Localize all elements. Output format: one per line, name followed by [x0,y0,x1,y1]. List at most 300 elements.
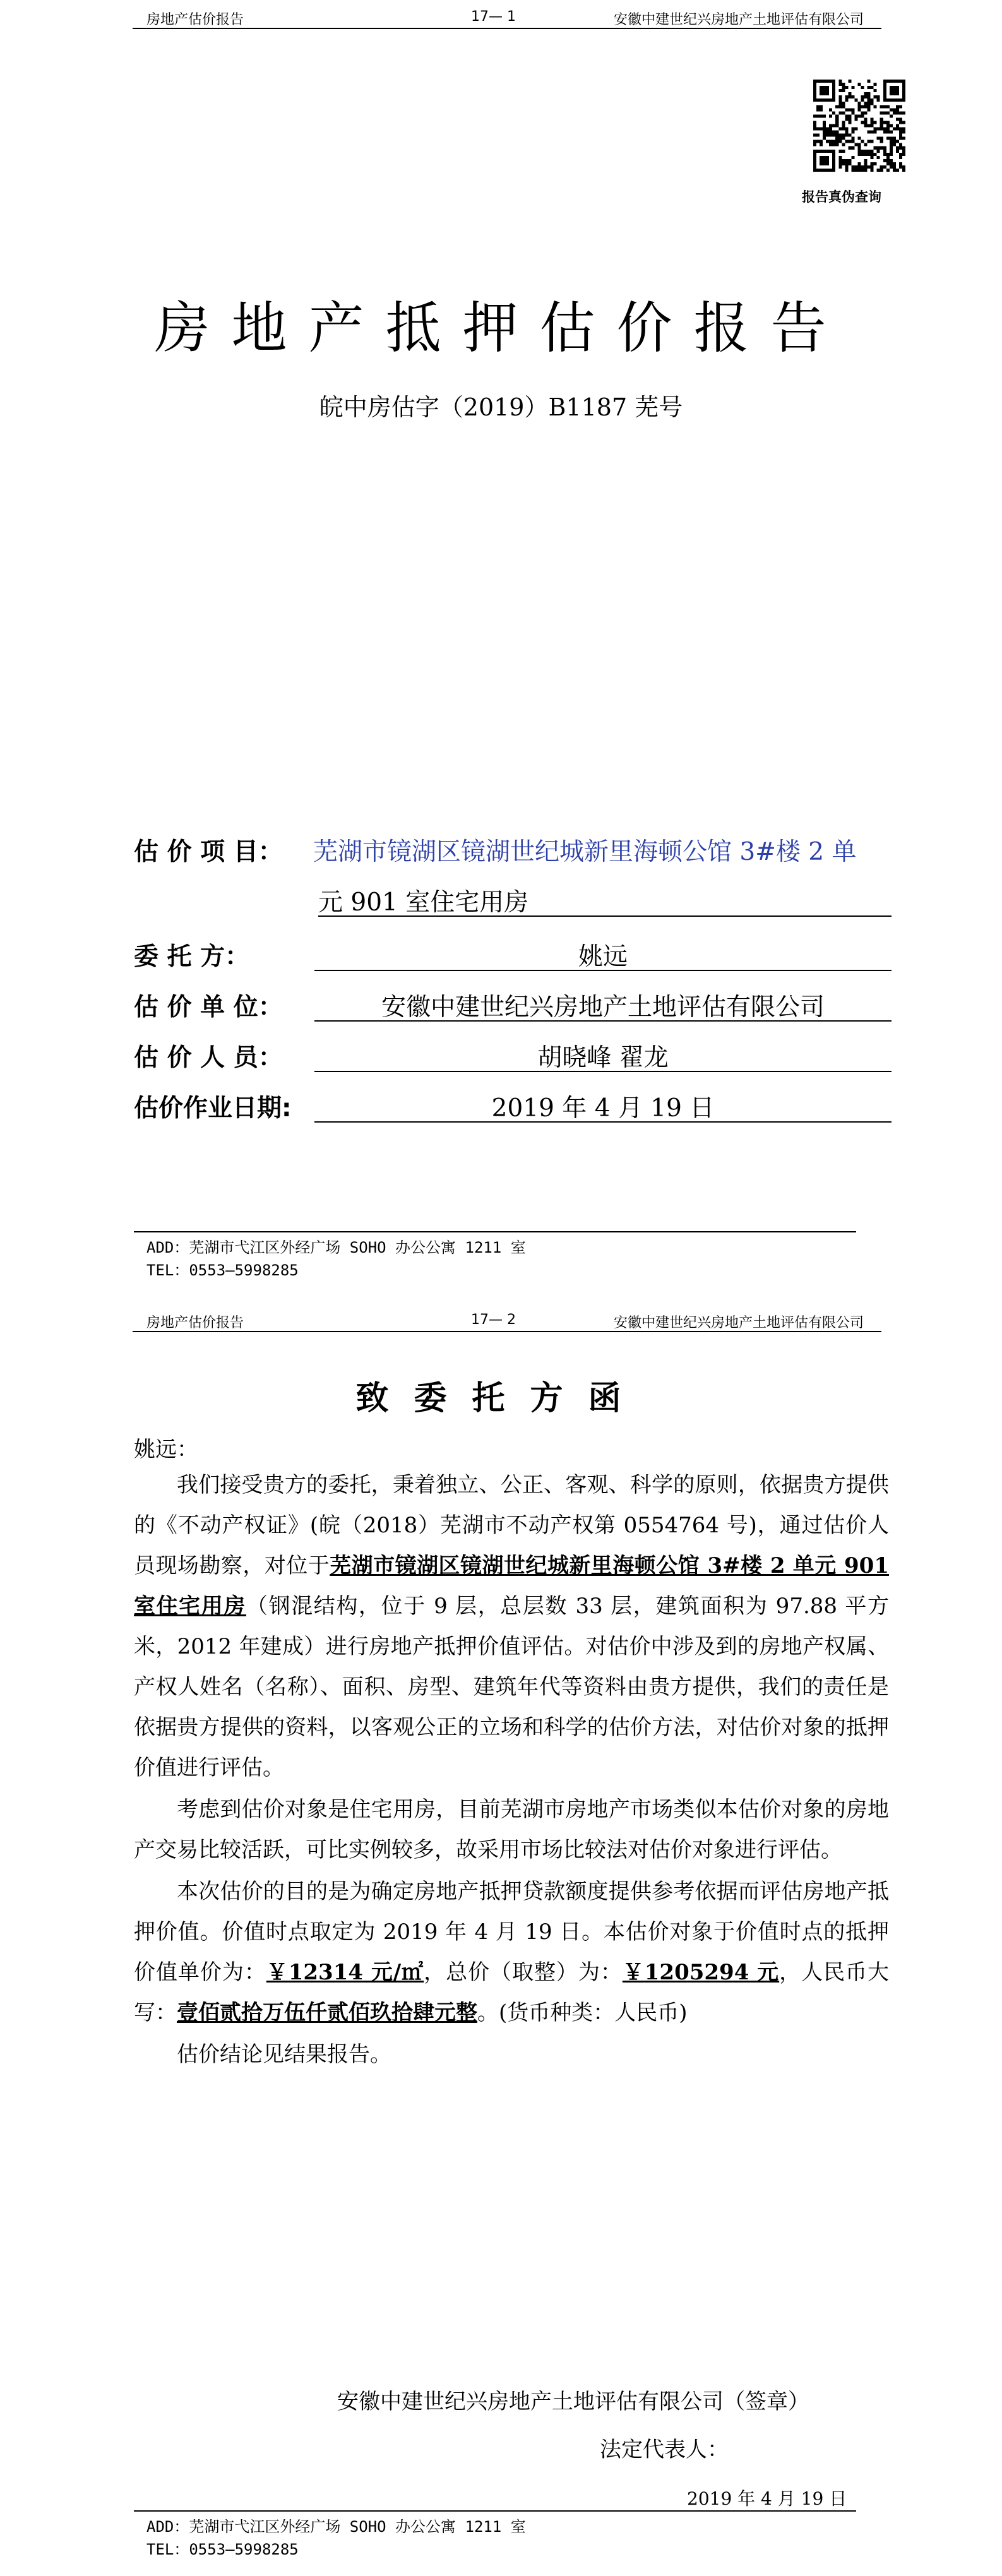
qr-module [861,111,864,114]
qr-module [835,117,838,121]
unit-label: 估 价 单 位： [134,993,283,1022]
qr-module [896,86,899,89]
qr-module [874,83,877,86]
qr-module [813,143,816,146]
qr-module [832,143,835,146]
qr-module [838,83,842,86]
qr-module [838,134,842,137]
qr-module [886,153,890,156]
qr-module [890,159,893,162]
qr-module [816,169,820,172]
qr-module [857,162,861,165]
qr-module [857,137,861,140]
signature-date: 2019 年 4 月 19 日 [687,2488,847,2509]
qr-module [861,114,864,117]
letter-paragraph-1 [134,1465,889,1788]
qr-module [874,162,877,165]
qr-module [902,153,905,156]
date-value: 2019 年 4 月 19 日 [314,1088,892,1123]
qr-module [832,111,835,114]
qr-module [868,80,871,83]
qr-module [890,153,893,156]
qr-module [823,156,826,159]
qr-module [886,121,890,124]
qr-module [886,105,890,108]
qr-module [902,80,905,83]
qr-module [838,95,842,98]
qr-module [899,137,902,140]
qr-module [848,95,851,98]
qr-module [848,146,851,150]
qr-module [861,98,864,102]
qr-module [899,131,902,134]
qr-module [838,80,842,83]
letter-body [134,1465,889,2076]
qr-module [864,92,868,95]
qr-module [886,128,890,131]
qr-module [880,124,883,127]
qr-module [861,153,864,156]
staff-value: 胡晓峰 翟龙 [314,1038,892,1072]
qr-module [890,165,893,169]
qr-module [823,121,826,124]
qr-module [883,150,886,153]
qr-module [880,146,883,150]
qr-module [826,98,829,102]
qr-module [899,162,902,165]
qr-module [883,153,886,156]
qr-module [864,95,868,98]
qr-module [880,117,883,121]
footer-address: ADD：芜湖市弋江区外经广场 SOHO 办公公寓 1211 室 [146,1239,526,1256]
qr-module [816,105,820,108]
qr-module [845,117,848,121]
qr-module [842,121,845,124]
qr-module [874,121,877,124]
qr-module [829,128,832,131]
qr-module [871,86,874,89]
qr-module [899,128,902,131]
qr-module [893,169,896,172]
qr-module [902,128,905,131]
qr-module [868,131,871,134]
qr-module [832,83,835,86]
qr-module [868,124,871,127]
qr-module [854,169,857,172]
qr-module [868,98,871,102]
qr-module [896,140,899,143]
qr-module [902,83,905,86]
footer-address: ADD：芜湖市弋江区外经广场 SOHO 办公公寓 1211 室 [146,2518,526,2536]
qr-module [816,140,820,143]
qr-module [813,83,816,86]
qr-module [883,159,886,162]
qr-module [820,159,823,162]
qr-module [890,89,893,92]
qr-module [823,131,826,134]
qr-module [842,86,845,89]
qr-module [868,108,871,111]
qr-module [823,114,826,117]
qr-module [896,105,899,108]
qr-module [886,131,890,134]
qr-module [893,98,896,102]
qr-module [871,121,874,124]
qr-module [902,165,905,169]
qr-module [871,153,874,156]
qr-module [842,111,845,114]
qr-module [820,108,823,111]
qr-module [854,143,857,146]
qr-module [899,134,902,137]
qr-module [877,150,880,153]
qr-module [868,150,871,153]
qr-module [832,134,835,137]
qr-module [899,98,902,102]
qr-module [832,98,835,102]
total-price: ￥1205294 元 [622,1960,780,1985]
qr-module [848,134,851,137]
qr-module [896,111,899,114]
staff-label: 估 价 人 员： [134,1044,283,1072]
qr-module [861,150,864,153]
qr-module [820,98,823,102]
qr-module [902,86,905,89]
qr-module [854,128,857,131]
qr-module [832,124,835,127]
qr-module [832,89,835,92]
qr-module [820,92,823,95]
qr-module [871,169,874,172]
qr-module [829,143,832,146]
qr-module [832,150,835,153]
qr-module [890,124,893,127]
qr-module [832,169,835,172]
qr-module [820,89,823,92]
qr-module [883,111,886,114]
qr-module [902,98,905,102]
letter-title: 致委托方函 [355,1380,647,1417]
qr-module [826,80,829,83]
qr-module [842,159,845,162]
qr-module [857,153,861,156]
qr-module [813,159,816,162]
qr-module [893,140,896,143]
qr-module [829,169,832,172]
qr-module [845,134,848,137]
qr-module [823,89,826,92]
qr-module [813,134,816,137]
qr-module [829,140,832,143]
qr-module [835,140,838,143]
header-left-text: 房地产估价报告 [146,12,244,28]
qr-module [902,150,905,153]
qr-module [883,146,886,150]
qr-module [826,92,829,95]
qr-module [893,80,896,83]
qr-module [820,150,823,153]
qr-module [813,114,816,117]
qr-module [874,128,877,131]
qr-module [868,140,871,143]
qr-module [896,128,899,131]
header-company-text: 安徽中建世纪兴房地产土地评估有限公司 [613,12,864,28]
qr-module [893,165,896,169]
qr-module [868,102,871,105]
qr-module [813,156,816,159]
signature-representative: 法定代表人： [600,2437,729,2462]
qr-module [902,89,905,92]
qr-module [883,86,886,89]
qr-module [883,89,886,92]
qr-module [864,102,868,105]
qr-module [851,111,854,114]
qr-module [874,146,877,150]
qr-module [899,121,902,124]
client-label: 委 托 方： [134,943,250,971]
qr-module [854,98,857,102]
qr-module [820,114,823,117]
qr-module [883,121,886,124]
qr-module [899,80,902,83]
qr-module [845,140,848,143]
qr-module [835,105,838,108]
qr-module [902,111,905,114]
qr-module [813,80,816,83]
qr-module [890,162,893,165]
qr-module [874,95,877,98]
qr-module [820,105,823,108]
qr-module [857,102,861,105]
qr-module [864,117,868,121]
qr-module [893,86,896,89]
qr-module [893,111,896,114]
qr-module [816,98,820,102]
qr-module [868,105,871,108]
qr-module [886,80,890,83]
qr-module [838,150,842,153]
qr-module [880,137,883,140]
qr-module [829,80,832,83]
qr-module [829,108,832,111]
qr-code[interactable] [813,80,905,172]
qr-module [823,137,826,140]
qr-module [896,117,899,121]
qr-module [845,159,848,162]
qr-module [893,108,896,111]
qr-module [857,169,861,172]
qr-module [838,137,842,140]
qr-module [832,95,835,98]
project-value-line1: 芜湖市镜湖区镜湖世纪城新里海顿公馆 3#楼 2 单 [313,838,857,866]
qr-module [842,137,845,140]
total-price-words: 壹佰贰拾万伍仟贰佰玖拾肆元整 [177,2000,477,2025]
qr-module [845,108,848,111]
qr-module [813,86,816,89]
qr-module [832,92,835,95]
unit-value: 安徽中建世纪兴房地产土地评估有限公司 [314,987,892,1022]
qr-module [857,108,861,111]
client-value: 姚远 [314,937,892,971]
qr-module [874,105,877,108]
property-address: 芜湖市镜湖区镜湖世纪城新里海顿公馆 3#楼 2 单元 901 室住宅用房 [134,1553,889,1619]
qr-module [864,165,868,169]
qr-module [838,98,842,102]
qr-module [886,159,890,162]
qr-module [877,156,880,159]
qr-module [877,146,880,150]
qr-module [864,124,868,127]
qr-module [832,159,835,162]
qr-module [832,131,835,134]
qr-module [845,131,848,134]
qr-module [902,92,905,95]
qr-module [848,159,851,162]
qr-module [874,89,877,92]
qr-module [877,137,880,140]
qr-module [902,146,905,150]
qr-module [851,128,854,131]
qr-module [886,156,890,159]
qr-module [890,140,893,143]
qr-module [813,89,816,92]
qr-module [816,114,820,117]
qr-module [826,159,829,162]
qr-module [893,128,896,131]
qr-module [842,150,845,153]
qr-module [883,92,886,95]
qr-module [864,105,868,108]
qr-module [871,102,874,105]
qr-module [823,134,826,137]
qr-module [838,165,842,169]
qr-module [883,98,886,102]
qr-module [864,143,868,146]
qr-module [829,131,832,134]
qr-module [871,150,874,153]
qr-module [896,124,899,127]
qr-module [820,156,823,159]
qr-module [838,89,842,92]
qr-module [877,95,880,98]
qr-module [864,111,868,114]
qr-module [871,98,874,102]
qr-module [886,137,890,140]
letter-paragraph-3 [134,1871,889,2033]
qr-module [813,169,816,172]
qr-module [890,150,893,153]
qr-module [820,86,823,89]
qr-module [845,162,848,165]
qr-module [861,86,864,89]
qr-module [883,95,886,98]
qr-module [826,86,829,89]
qr-module [871,162,874,165]
qr-module [893,92,896,95]
qr-module [842,124,845,127]
qr-module [871,131,874,134]
qr-module [868,95,871,98]
qr-module [823,150,826,153]
qr-module [868,86,871,89]
qr-module [851,140,854,143]
qr-module [823,128,826,131]
qr-module [890,137,893,140]
qr-module [826,131,829,134]
qr-module [842,143,845,146]
qr-module [902,121,905,124]
footer-divider [134,1231,856,1232]
qr-module [835,121,838,124]
qr-module [835,114,838,117]
qr-module [896,146,899,150]
qr-module [813,128,816,131]
qr-module [883,80,886,83]
qr-module [823,169,826,172]
qr-module [883,83,886,86]
qr-module [813,162,816,165]
qr-module [854,117,857,121]
qr-module [871,140,874,143]
qr-module [823,80,826,83]
qr-module [899,143,902,146]
qr-module [880,105,883,108]
report-number: 皖中房估字（2019）B1187 芜号 [319,393,683,421]
qr-module [820,128,823,131]
qr-module [880,169,883,172]
qr-module [848,80,851,83]
qr-module [902,131,905,134]
qr-module [816,134,820,137]
qr-module [842,105,845,108]
qr-module [829,134,832,137]
qr-module [832,165,835,169]
qr-module [820,140,823,143]
qr-module [902,95,905,98]
qr-module [890,86,893,89]
qr-module [813,140,816,143]
qr-module [826,128,829,131]
qr-module [874,153,877,156]
qr-module [813,92,816,95]
qr-module [877,169,880,172]
qr-module [835,137,838,140]
qr-module [864,162,868,165]
qr-module [899,117,902,121]
qr-module [896,80,899,83]
qr-module [835,131,838,134]
qr-module [848,121,851,124]
qr-module [826,150,829,153]
qr-module [835,134,838,137]
qr-module [864,121,868,124]
qr-module [845,169,848,172]
qr-module [851,165,854,169]
qr-module [832,162,835,165]
qr-module [899,105,902,108]
qr-module [851,95,854,98]
qr-module [890,92,893,95]
qr-module [816,80,820,83]
qr-module [883,165,886,169]
qr-module [896,108,899,111]
qr-module [845,114,848,117]
qr-module [832,156,835,159]
qr-module [857,143,861,146]
footer-tel: TEL：0553—5998285 [146,2541,299,2558]
qr-module [826,156,829,159]
qr-module [893,137,896,140]
